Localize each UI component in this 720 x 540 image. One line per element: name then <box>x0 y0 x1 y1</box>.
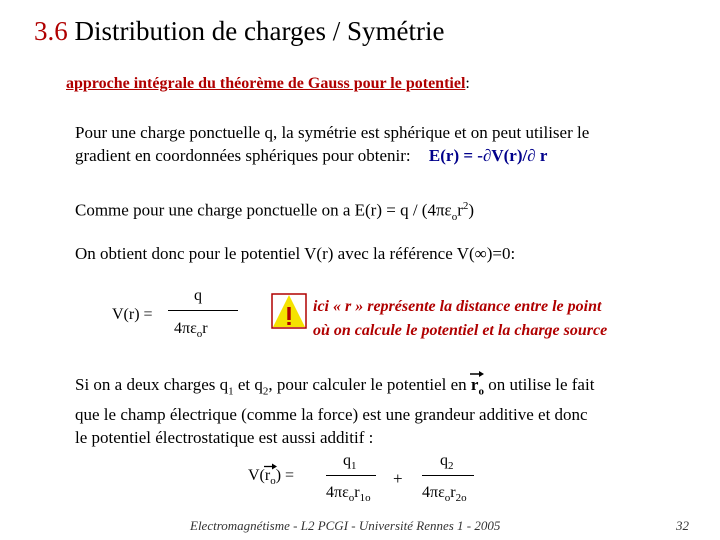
point-charge-close: ) <box>468 200 475 220</box>
section-number: 3.6 <box>34 16 68 46</box>
paragraph-gradient <box>75 121 589 167</box>
formula2-plus: + <box>393 469 403 488</box>
superposition-line2: que le champ électrique (comme la force) est une grandeur additive et donc <box>75 405 588 425</box>
page-number: 32 <box>676 518 689 533</box>
paragraph-point-charge <box>75 195 474 229</box>
vector-r-o: $r_o$ <box>471 375 484 394</box>
point-charge-text: Comme pour une charge ponctuelle on a E(r) = q / (4πε <box>75 200 452 220</box>
formula2-denominator-1: $4\pi\varepsilon_or_{1o}$ <box>326 484 371 505</box>
gradient-formula: E(r) = -∂V(r)/∂ r <box>428 146 548 165</box>
superposition-line3: le potentiel électrostatique est aussi additif : <box>75 428 374 448</box>
subtitle-text: approche intégrale du théorème de Gauss pour le potentiel <box>66 75 466 92</box>
subtitle-colon: : <box>465 75 470 92</box>
warning-icon <box>271 293 307 329</box>
section-title: Distribution de charges / Symétrie <box>74 16 445 46</box>
formula1-fraction-bar <box>168 310 238 311</box>
epsilon-subscript: o <box>451 211 458 224</box>
point-charge-r: r <box>457 200 463 220</box>
formula1-denominator: $4\pi\varepsilon_or$ <box>174 320 208 341</box>
warning-note-line1: ici « r » représente la distance entre le point <box>313 298 602 315</box>
r-squared: 2 <box>462 200 469 212</box>
formula1-lhs: V(r) = <box>112 306 153 323</box>
formula1-numerator: q <box>194 287 202 304</box>
formula2-lhs: V( $r_o$) = <box>248 467 294 487</box>
paragraph-superposition <box>75 373 594 449</box>
footer-text: Electromagnétisme - L2 PCGI - Université Rennes 1 - 2005 <box>190 518 501 533</box>
paragraph-potential: On obtient donc pour le potentiel V(r) avec la référence V(∞)=0: <box>75 244 516 263</box>
formula2-numerator-1: $q_1$ <box>343 452 357 473</box>
formula2-numerator-2: $q_2$ <box>440 452 454 473</box>
paragraph-gradient-line1: Pour une charge ponctuelle q, la symétrie est sphérique et on peut utiliser le <box>75 123 590 142</box>
superposition-line1: Si on a deux charges $q_1$ et $q_2$, pour calculer le potentiel en $r_o$ on utilise le fait <box>75 373 594 403</box>
warning-note <box>313 295 607 343</box>
subtitle <box>66 75 470 93</box>
formula2-fraction-bar-2 <box>422 475 474 476</box>
formula2-denominator-2: $4\pi\varepsilon_or_{2o}$ <box>422 484 467 505</box>
paragraph-gradient-line2-text: gradient en coordonnées sphériques pour obtenir: <box>75 146 411 165</box>
formula2-fraction-bar-1 <box>326 475 376 476</box>
warning-note-line2: où on calcule le potentiel et la charge source <box>313 322 608 339</box>
paragraph-gradient-line2 <box>75 144 589 167</box>
page-title <box>34 16 444 47</box>
